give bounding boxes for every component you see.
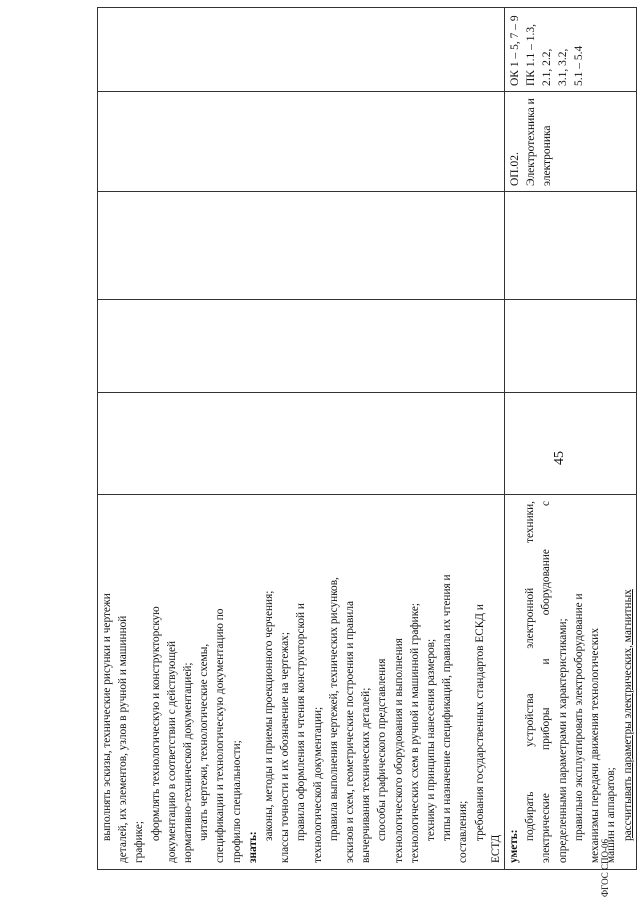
empty-cell: [505, 393, 637, 495]
competency-line: 3.1, 3.2,: [557, 48, 570, 86]
text-line: читать чертежи, технологические схемы,: [198, 643, 211, 841]
skills-label: уметь:: [508, 829, 521, 863]
know-label: знать:: [246, 831, 259, 863]
text-line: деталей, их элементов, узлов в ручной и машинной: [117, 615, 130, 863]
empty-cell: [98, 92, 505, 192]
text-line: документацию в соответствии с действующей: [165, 640, 178, 863]
text-line: технологической документации;: [311, 706, 324, 863]
text-line: профилю специальности;: [230, 740, 243, 863]
text-line: законы, методы и приемы проекционного черчения;: [263, 590, 276, 841]
text-line: выполнять эскизы, технические рисунки и чертежи: [101, 593, 113, 841]
text-line: классы точности и их обозначение на чертежах;: [279, 632, 292, 863]
requirements-cell: [505, 495, 637, 870]
text-line: машин и аппаратов;: [605, 767, 618, 863]
text-line: правильно эксплуатировать электрооборудование и: [572, 593, 585, 841]
discipline-cell: [505, 92, 637, 192]
competency-line: 5.1 – 5.4: [573, 45, 586, 86]
text-line: подбирать устройства электронной техники,: [524, 501, 537, 841]
text-line: технологического оборудования и выполнения: [392, 638, 405, 863]
table-row: [98, 8, 505, 870]
discipline-name: ОП.02. Электротехника и электроника: [509, 98, 554, 186]
empty-cell: [98, 300, 505, 393]
text-line: нормативно-технической документацией;: [182, 662, 195, 863]
text-line: рассчитывать параметры электрических, магнитных: [621, 589, 634, 841]
text-line: правила выполнения чертежей, технических рисунков,: [327, 577, 340, 841]
text-line: определенными параметрами и характеристиками;: [556, 618, 569, 863]
empty-cell: [505, 192, 637, 300]
competencies-cell: [505, 8, 637, 92]
competency-line: ОК 1 – 5, 7 – 9: [509, 15, 522, 86]
competency-line: ПК 1.1 – 1.3,: [525, 24, 538, 86]
text-line: графике;: [133, 820, 146, 863]
text-line: механизмы передачи движения технологических: [589, 628, 602, 863]
page-number: 45: [552, 451, 567, 465]
text-line: ЕСТД: [489, 834, 502, 863]
text-line: технологических схем в ручной и машинной графике;: [408, 602, 421, 863]
text-line: требования государственных стандартов ЕСКД и: [473, 604, 486, 841]
text-line: оформлять технологическую и конструкторскую: [149, 606, 162, 841]
text-line: способы графического представления: [376, 658, 389, 841]
competency-line: 2.1, 2.2,: [541, 48, 554, 86]
text-line: правила оформления и чтения конструкторской и: [295, 603, 308, 841]
text-line: спецификации и технологическую документацию по: [214, 608, 227, 863]
text-line: вычерчивания технических деталей;: [360, 687, 373, 863]
requirements-cell: [98, 495, 505, 870]
text-line: составления;: [457, 800, 470, 863]
empty-cell: [505, 300, 637, 393]
text-line: типы и назначение спецификаций, правила их чтения и: [441, 574, 454, 841]
table-row: [505, 8, 637, 870]
text-line: электрические приборы и оборудование с: [540, 501, 553, 863]
footer-label: ФГОС СПО-06: [600, 839, 610, 897]
text-line: эскизов и схем, геометрические построения и правила: [344, 601, 357, 863]
empty-cell: [98, 393, 505, 495]
empty-cell: [98, 192, 505, 300]
text-line: технику и принципы нанесения размеров;: [425, 638, 438, 841]
empty-cell: [98, 8, 505, 92]
curriculum-table: [97, 7, 637, 870]
